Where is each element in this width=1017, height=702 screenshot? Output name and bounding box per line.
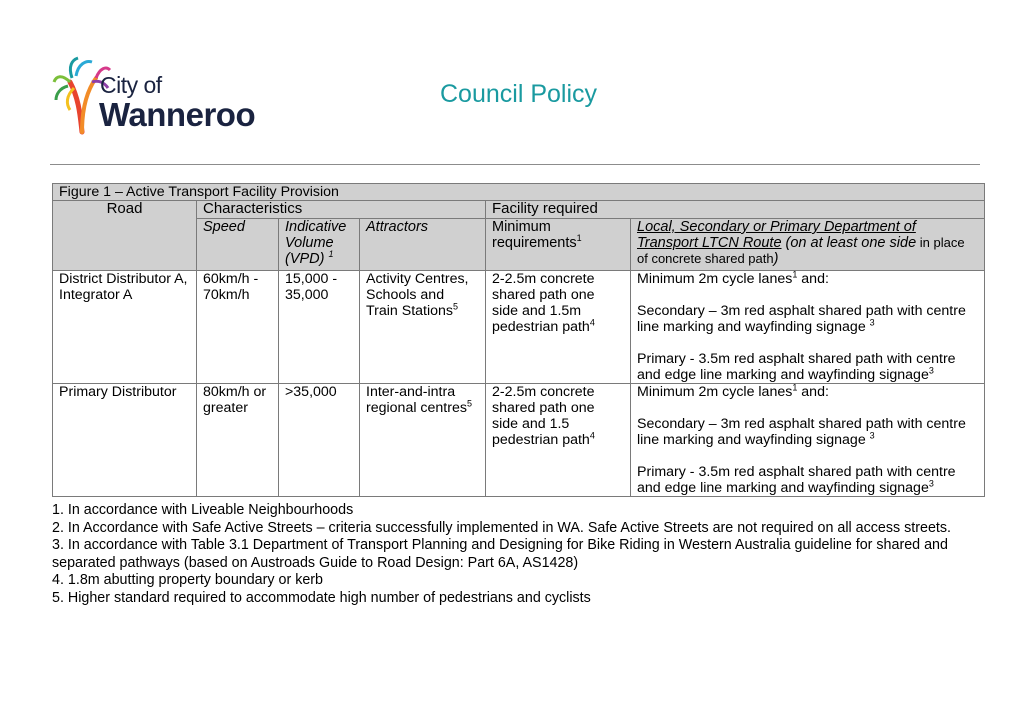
header-speed: Speed bbox=[197, 219, 279, 271]
table-row bbox=[53, 384, 985, 497]
cell-ltcn-primary-sup: 3 bbox=[928, 478, 934, 489]
footnote-item: 2. In Accordance with Safe Active Streets – criteria successfully implemented in WA. Safe Active Streets are not required on all access streets. bbox=[52, 519, 951, 536]
table-caption-row bbox=[53, 184, 985, 201]
city-of-wanneroo-logo bbox=[52, 52, 282, 136]
footnote-item: 5. Higher standard required to accommodate high number of pedestrians and cyclists bbox=[52, 589, 591, 606]
spacer bbox=[637, 287, 978, 303]
cell-ltcn-cycle-end: and: bbox=[797, 384, 829, 400]
cell-speed: 60km/h - 70km/h bbox=[197, 271, 279, 384]
cell-ltcn-secondary: Secondary – 3m red asphalt shared path with centre line marking and wayfinding signage bbox=[637, 303, 966, 335]
cell-minimum-sup: 4 bbox=[589, 317, 595, 328]
spacer bbox=[637, 335, 978, 351]
header-divider bbox=[50, 164, 980, 165]
cell-minimum bbox=[486, 384, 631, 497]
header-facility-required: Facility required bbox=[486, 201, 985, 219]
header-ltcn-plain: in place of concrete shared path bbox=[637, 235, 965, 266]
page-title: Council Policy bbox=[440, 80, 598, 108]
cell-minimum-text: 2-2.5m concrete shared path one side and 1.5 pedestrian path bbox=[492, 384, 595, 448]
spacer bbox=[637, 400, 978, 416]
logo-text-city-of: City of bbox=[100, 72, 162, 98]
cell-speed: 80km/h or greater bbox=[197, 384, 279, 497]
cell-ltcn-cycle-lanes: Minimum 2m cycle lanes bbox=[637, 384, 793, 400]
header-ltcn-link: Local, Secondary or Primary Department of Transport LTCN Route bbox=[637, 219, 916, 251]
header-minimum-label: Minimum requirements bbox=[492, 219, 577, 251]
cell-ltcn-primary: Primary - 3.5m red asphalt shared path with centre and edge line marking and wayfinding signage bbox=[637, 351, 956, 383]
cell-ltcn-cycle-sup: 1 bbox=[792, 382, 798, 393]
header-attractors: Attractors bbox=[360, 219, 486, 271]
cell-attractors-text: Inter-and-intra regional centres bbox=[366, 384, 467, 416]
header-ltcn-italic: (on at least one side bbox=[781, 235, 917, 251]
cell-ltcn bbox=[631, 384, 985, 497]
cell-ltcn bbox=[631, 271, 985, 384]
cell-ltcn-primary: Primary - 3.5m red asphalt shared path with centre and edge line marking and wayfinding signage bbox=[637, 464, 956, 496]
cell-minimum-sup: 4 bbox=[589, 430, 595, 441]
cell-ltcn-primary-sup: 3 bbox=[928, 365, 934, 376]
cell-ltcn-secondary-sup: 3 bbox=[869, 430, 875, 441]
facility-provision-table bbox=[52, 183, 985, 497]
cell-ltcn-secondary-sup: 3 bbox=[869, 317, 875, 328]
cell-attractors-sup: 5 bbox=[453, 301, 459, 312]
header-minimum bbox=[486, 219, 631, 271]
header-road: Road bbox=[53, 201, 197, 271]
cell-volume: 15,000 - 35,000 bbox=[279, 271, 360, 384]
header-ltcn-close: ) bbox=[773, 251, 779, 267]
spacer bbox=[637, 448, 978, 464]
cell-ltcn-secondary: Secondary – 3m red asphalt shared path with centre line marking and wayfinding signage bbox=[637, 416, 966, 448]
footnotes bbox=[52, 502, 982, 607]
cell-attractors-sup: 5 bbox=[466, 398, 472, 409]
table-row bbox=[53, 271, 985, 384]
cell-attractors-text: Activity Centres, Schools and Train Stations bbox=[366, 271, 469, 319]
header-minimum-sup: 1 bbox=[576, 233, 582, 244]
header-characteristics: Characteristics bbox=[197, 201, 486, 219]
cell-attractors bbox=[360, 271, 486, 384]
header-volume bbox=[279, 219, 360, 271]
logo-text-wanneroo: Wanneroo bbox=[99, 96, 256, 133]
cell-road: District Distributor A, Integrator A bbox=[53, 271, 197, 384]
cell-attractors bbox=[360, 384, 486, 497]
table-header-row bbox=[53, 201, 985, 219]
footnote-item: 1. In accordance with Liveable Neighbourhoods bbox=[52, 502, 354, 518]
cell-ltcn-cycle-lanes: Minimum 2m cycle lanes bbox=[637, 271, 793, 287]
cell-minimum bbox=[486, 271, 631, 384]
header-volume-sup: 1 bbox=[328, 249, 334, 260]
footnote-item: 3. In accordance with Table 3.1 Department of Transport Planning and Designing for Bike Riding in Western Australia guideline for shared and separated pathways (based on Austroads Guide to Road Design: Part 6A, AS1428) bbox=[52, 537, 948, 571]
cell-ltcn-cycle-end: and: bbox=[797, 271, 829, 287]
cell-ltcn-cycle-sup: 1 bbox=[792, 269, 798, 280]
cell-minimum-text: 2-2.5m concrete shared path one side and 1.5m pedestrian path bbox=[492, 271, 595, 335]
table-caption: Figure 1 – Active Transport Facility Provision bbox=[53, 184, 985, 201]
cell-volume: >35,000 bbox=[279, 384, 360, 497]
header-volume-label: Indicative Volume (VPD) bbox=[285, 219, 347, 267]
header-ltcn bbox=[631, 219, 985, 271]
cell-road: Primary Distributor bbox=[53, 384, 197, 497]
footnote-item: 4. 1.8m abutting property boundary or kerb bbox=[52, 572, 324, 588]
